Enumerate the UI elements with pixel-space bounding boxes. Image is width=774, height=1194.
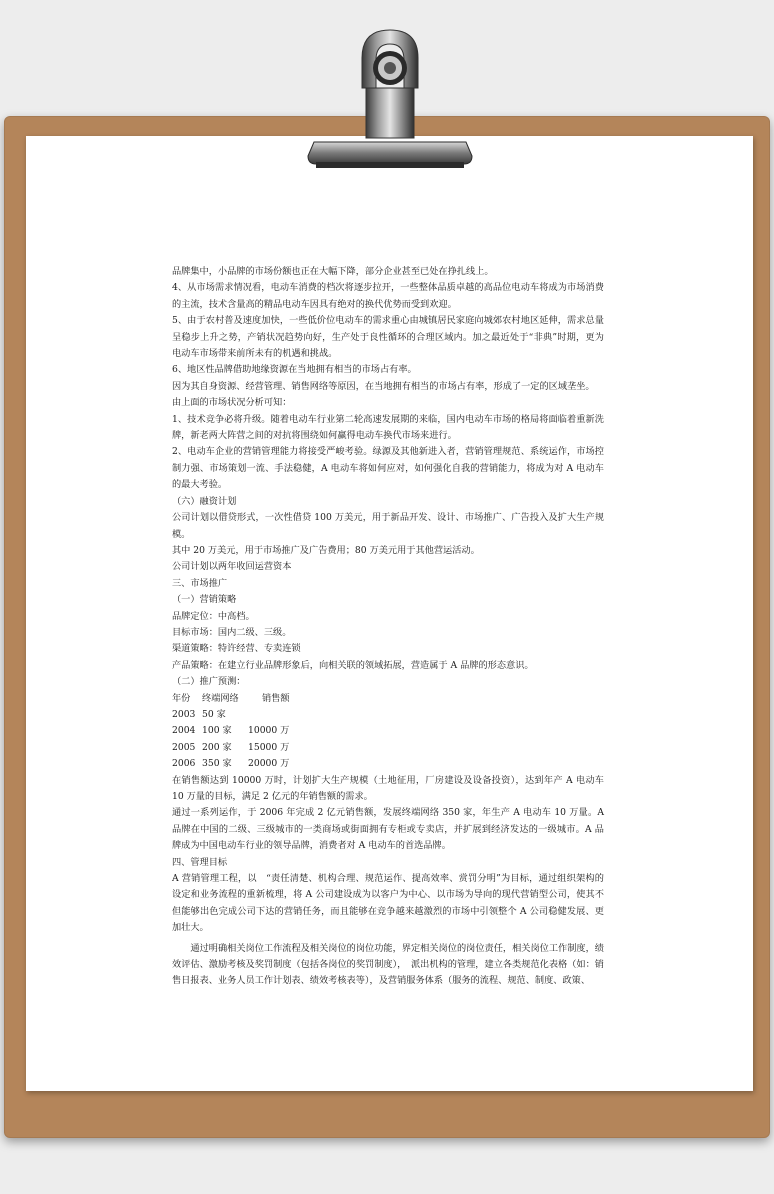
table-cell: 200 家 bbox=[202, 741, 232, 753]
paragraph: 2、电动车企业的营销管理能力将接受严峻考验。绿源及其他新进入者，营销管理规范、系统运作，市场控制力强、市场策划一流、手法稳健，A 电动车将如何应对，如何强化自我的营销能力，将成为对 A 电动车的最大考验。 bbox=[172, 446, 604, 491]
paragraph: 在销售额达到 10000 万时，计划扩大生产规模（土地征用，厂房建设及设备投资），达到年产 A 电动车 10 万量的目标，满足 2 亿元的年销售额的需求。 bbox=[172, 774, 604, 802]
section-heading: 三、市场推广 bbox=[172, 577, 228, 589]
paragraph: 5、由于农村普及速度加快，一些低价位电动车的需求重心由城镇居民家庭向城郊农村地区延伸，需求总量呈稳步上升之势，产销状况趋势向好，生产处于良性循环的合理区域内。加之最近处于“非典”时期，更为电动车市场带来前所未有的机遇和挑战。 bbox=[172, 315, 604, 360]
section-heading: （二）推广预测： bbox=[172, 676, 246, 688]
table-cell: 2004 bbox=[172, 725, 196, 737]
paragraph: A 营销管理工程，以 “责任清楚、机构合理、规范运作、提高效率、赏罚分明”为目标，通过组织架构的设定和业务流程的重新梳理，将 A 公司建设成为以客户为中心、以市场为导向的现代营销型公司，使其不但能够出色完成公司下达的营销任务，而且能够在竞争越来越激烈的市场中引领整个 A 公司稳健发展、更加壮大。 bbox=[172, 873, 604, 934]
table-cell: 50 家 bbox=[202, 708, 226, 720]
paragraph: 目标市场：国内二级、三级。 bbox=[172, 626, 292, 638]
paragraph: 由上面的市场状况分析可知： bbox=[172, 397, 292, 409]
table-row bbox=[172, 707, 604, 723]
paragraph: 公司计划以两年收回运营资本 bbox=[172, 561, 292, 573]
table-cell: 2006 bbox=[172, 758, 196, 770]
paragraph: 公司计划以借贷形式，一次性借贷 100 万美元，用于新品开发、设计、市场推广、广告投入及扩大生产规模。 bbox=[172, 512, 604, 540]
table-row bbox=[172, 756, 604, 772]
table-header-cell: 销售额 bbox=[262, 692, 290, 704]
paragraph: 因为其自身资源、经营管理、销售网络等原因，在当地拥有相当的市场占有率，形成了一定的区域垄坐。 bbox=[172, 380, 595, 392]
document-text bbox=[172, 264, 604, 990]
paragraph: 其中 20 万美元，用于市场推广及广告费用；80 万美元用于其他营运活动。 bbox=[172, 544, 480, 556]
table-cell: 20000 万 bbox=[248, 758, 290, 770]
table-header-cell: 终端网络 bbox=[202, 692, 239, 704]
paragraph: 4、从市场需求情况看，电动车消费的档次将逐步拉开，一些整体品质卓越的高品位电动车将成为市场消费的主流，技术含量高的精品电动车因具有绝对的换代优势而受到欢迎。 bbox=[172, 282, 604, 310]
closing-paragraph: 通过明确相关岗位工作流程及相关岗位的岗位功能，界定相关岗位的岗位责任，相关岗位工作制度，绩效评估、激励考核及奖罚制度（包括各岗位的奖罚制度）， 派出机构的管理，建立各类规范化表格（如：销售日报表、业务人员工作计划表、绩效考核表等），及营销服务体系（服务的流程、规范、制度、政策、 bbox=[172, 942, 604, 987]
section-heading: （六）融资计划 bbox=[172, 495, 237, 507]
table-row bbox=[172, 723, 604, 739]
paragraph: 渠道策略：特许经营、专卖连锁 bbox=[172, 643, 301, 655]
forecast-table bbox=[172, 691, 604, 773]
table-cell: 350 家 bbox=[202, 758, 232, 770]
table-cell: 100 家 bbox=[202, 725, 232, 737]
table-cell: 2003 bbox=[172, 708, 196, 720]
section-heading: 四、管理目标 bbox=[172, 856, 228, 868]
table-row bbox=[172, 740, 604, 756]
paragraph: 6、地区性品牌借助地缘资源在当地拥有相当的市场占有率。 bbox=[172, 364, 417, 376]
paragraph: 品牌集中，小品牌的市场份额也正在大幅下降，部分企业甚至已处在挣扎线上。 bbox=[172, 266, 494, 277]
table-header-row bbox=[172, 691, 604, 707]
paragraph: 1、技术竞争必将升级。随着电动车行业第二轮高速发展期的来临，国内电动车市场的格局将面临着重新洗牌，新老两大阵营之间的对抗将围绕如何赢得电动车换代市场来进行。 bbox=[172, 413, 604, 442]
paragraph: 通过一系列运作，于 2006 年完成 2 亿元销售额，发展终端网络 350 家，年生产 A 电动车 10 万量。A 品牌在中国的二级、三级城市的一类商场或街面拥有专柜或专卖店，并扩展到经济发达的一级城市。A 品牌成为中国电动车行业的领导品牌，消费者对 A 电动车的首选品牌。 bbox=[172, 807, 604, 852]
binder-clip-icon bbox=[300, 18, 480, 178]
table-cell bbox=[248, 707, 308, 723]
table-cell: 2005 bbox=[172, 741, 196, 753]
table-cell: 10000 万 bbox=[248, 725, 290, 737]
paragraph: 产品策略：在建立行业品牌形象后，向相关联的领域拓展，营造属于 A 品牌的形态意识。 bbox=[172, 659, 534, 671]
paragraph: 品牌定位：中高档。 bbox=[172, 610, 255, 622]
table-header-cell: 年份 bbox=[172, 692, 191, 704]
section-heading: （一）营销策略 bbox=[172, 594, 237, 606]
table-cell: 15000 万 bbox=[248, 741, 290, 753]
